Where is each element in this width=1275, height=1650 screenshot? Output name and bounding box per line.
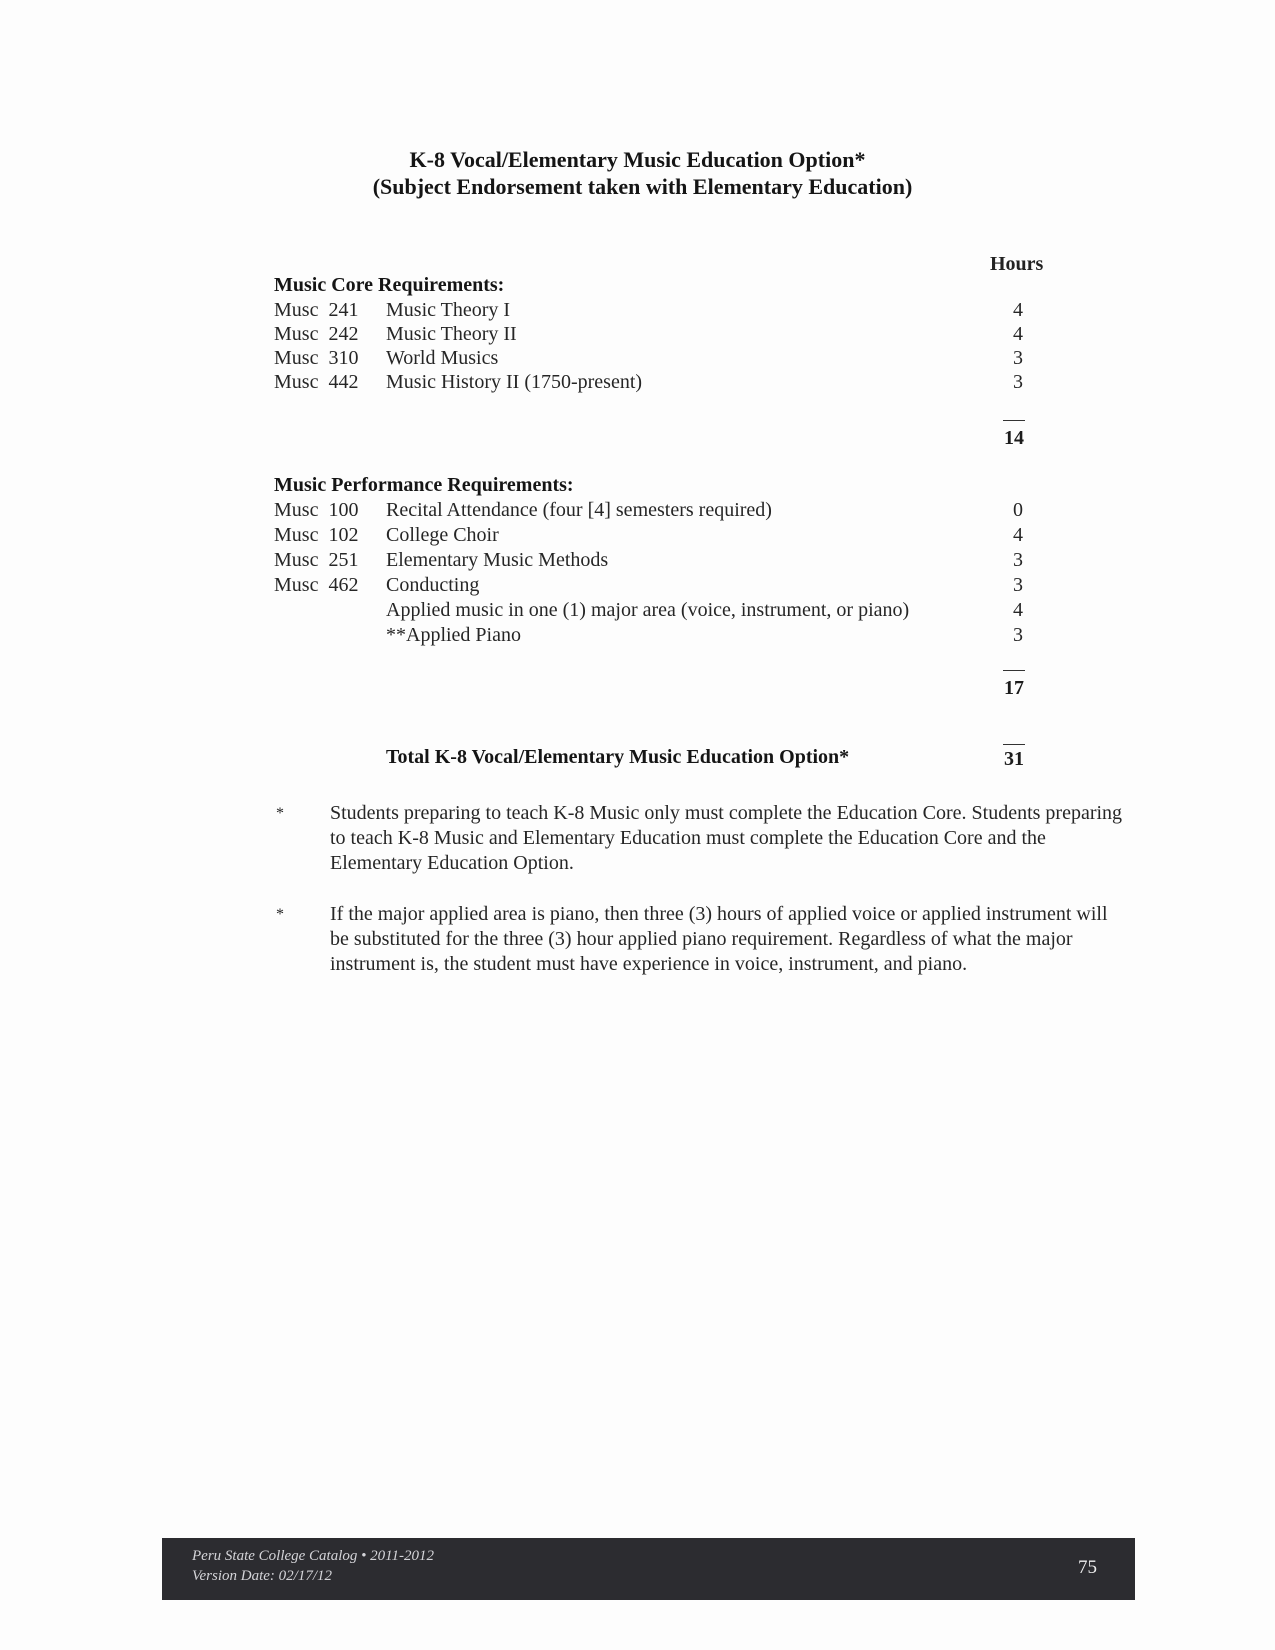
footnote-text: Students preparing to teach K-8 Music only must complete the Education Core. Students preparing to teach K-8 Music and Elementary Education must complete the Education Core and the Elementary Education Option. [330,802,1123,874]
total-label: Total K-8 Vocal/Elementary Music Education Option* [386,746,850,768]
core-requirements-heading: Music Core Requirements: [274,274,505,296]
page-title [0,146,1275,200]
subtotal-rule [1003,670,1025,671]
footnote-asterisk: * [276,906,284,923]
course-title: Applied music in one (1) major area (voice, instrument, or piano) [386,599,910,621]
title-line-1: K-8 Vocal/Elementary Music Education Option* [409,147,866,172]
course-row [274,573,1074,598]
course-row [274,598,1074,623]
course-title: College Choir [386,524,499,546]
core-subtotal: 14 [1004,427,1024,449]
course-code: Musc 102 [274,524,359,546]
course-hours: 3 [1013,574,1023,596]
course-row [274,498,1074,523]
course-title: Music Theory II [386,323,517,345]
course-title: Recital Attendance (four [4] semesters required) [386,499,772,521]
page-number: 75 [1078,1557,1097,1578]
course-hours: 4 [1013,299,1023,321]
page-footer [162,1538,1135,1600]
total-value: 31 [1004,748,1024,770]
course-code: Musc 462 [274,574,359,596]
hours-column-header: Hours [990,253,1044,275]
footnote-asterisk: * [276,805,284,822]
course-hours: 3 [1013,549,1023,571]
course-code: Musc 251 [274,549,359,571]
course-row [274,370,1074,395]
course-title: Elementary Music Methods [386,549,609,571]
course-row [274,523,1074,548]
course-code: Musc 241 [274,299,359,321]
subtotal-rule [1003,420,1025,421]
course-title: Music History II (1750-present) [386,371,643,393]
course-row [274,346,1074,371]
course-hours: 3 [1013,371,1023,393]
course-hours: 0 [1013,499,1023,521]
course-title: Music Theory I [386,299,511,321]
course-row [274,623,1074,648]
course-row [274,298,1074,323]
footnote-text: If the major applied area is piano, then three (3) hours of applied voice or applied instrument will be substituted for the three (3) hour applied piano requirement. Regardless of what the major instrument is, the student must have experience in voice, instrument, and piano. [330,903,1108,975]
performance-subtotal: 17 [1004,677,1024,699]
total-rule [1003,744,1025,745]
course-title: **Applied Piano [386,624,521,646]
title-line-2: (Subject Endorsement taken with Elementary Education) [372,174,913,199]
footer-text [192,1546,434,1586]
footer-version-date: Version Date: 02/17/12 [192,1568,332,1584]
course-hours: 4 [1013,323,1023,345]
course-code: Musc 442 [274,371,359,393]
footer-catalog-title: Peru State College Catalog • 2011-2012 [192,1548,435,1564]
course-code: Musc 310 [274,347,359,369]
course-row [274,322,1074,347]
course-title: World Musics [386,347,499,369]
course-hours: 4 [1013,599,1023,621]
course-hours: 3 [1013,347,1023,369]
course-code: Musc 100 [274,499,359,521]
course-code: Musc 242 [274,323,359,345]
course-hours: 3 [1013,624,1023,646]
course-hours: 4 [1013,524,1023,546]
course-row [274,548,1074,573]
performance-requirements-heading: Music Performance Requirements: [274,474,574,496]
course-title: Conducting [386,574,480,596]
